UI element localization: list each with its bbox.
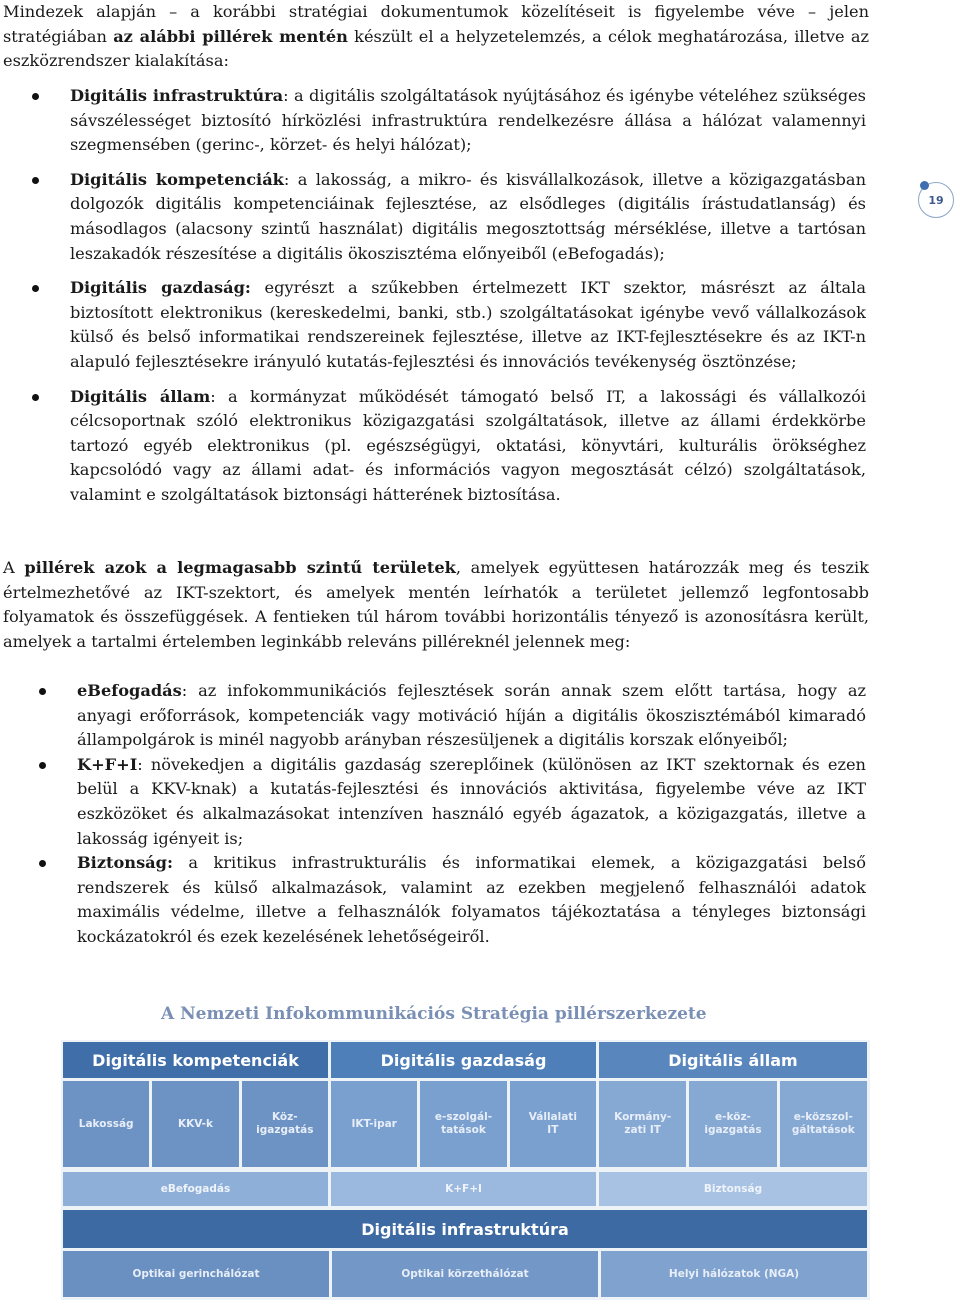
horizontal-factor-bar-security: Biztonság xyxy=(599,1172,867,1206)
diagram-caption: A Nemzeti Infokommunikációs Stratégia pillérszerkezete xyxy=(161,1004,707,1024)
bullet-lead-term: Digitális gazdaság: xyxy=(70,278,251,298)
infrastructure-sub-row xyxy=(63,1251,867,1297)
pillar-sub-row xyxy=(599,1081,867,1167)
bullet-lead-term: K+F+I xyxy=(77,754,138,774)
bullet-dot-icon xyxy=(39,860,46,867)
text-run: , amelyek együttesen határozzák meg és teszik értelmezhetővé az IKT-szektort, és amelyek mentén leírhatók a területet jellemző legfontosabb folyamatok és összefüggések. A fentieken túl három további horizontális tényező is azonosításra került, amelyek a tartalmi értelemben leginkább releváns pilléreknél jelennek meg: xyxy=(3,558,869,651)
bullet-description: : az infokommunikációs fejlesztések során annak szem előtt tartása, hogy az anyagi erőforrások, kompetenciák vagy motiváció híján a digitális ökoszisztémából kimaradó állampolgárok is minél nagyobb arányban részesüljenek a digitális korszak előnyeiből; xyxy=(77,681,866,750)
bullet-item xyxy=(0,679,866,753)
pillar-sub-row xyxy=(331,1081,596,1167)
bullet-dot-icon xyxy=(39,762,46,769)
pillar-title: Digitális gazdaság xyxy=(331,1042,596,1078)
pillar-sub-tile: Kormány- zati IT xyxy=(599,1081,686,1167)
pillar-bullet-list xyxy=(0,84,866,518)
pillar-sub-row xyxy=(63,1081,328,1167)
pillar-sub-tile: IKT-ipar xyxy=(331,1081,417,1167)
second-paragraph xyxy=(3,556,869,654)
pillar-sub-tile: Vállalati IT xyxy=(510,1081,596,1167)
infrastructure-tile: Optikai körzethálózat xyxy=(332,1251,598,1297)
pillar-sub-tile: KKV-k xyxy=(152,1081,238,1167)
bullet-item xyxy=(0,753,866,851)
bullet-item xyxy=(0,276,866,374)
pillar-sub-tile: Lakosság xyxy=(63,1081,149,1167)
text-run: készült el a helyzetelemzés, a célok meghatározása, illetve az eszközrendszer kialakítása: xyxy=(3,26,870,71)
page-number: 19 xyxy=(928,193,944,207)
bullet-item xyxy=(0,168,866,266)
bold-phrase: az alábbi pillérek mentén xyxy=(113,26,348,46)
bullet-item xyxy=(0,385,866,508)
bullet-description: : a digitális szolgáltatások nyújtásához és igénybe vételéhez szükséges sávszélességet biztosító hírközlési infrastruktúra rendelkezésre állása a hálózat valamennyi szegmensében (gerinc-, körzet- és helyi hálózat); xyxy=(70,86,866,155)
bullet-lead-term: Digitális állam xyxy=(70,386,211,406)
pillar-sub-tile: e-közszol- gáltatások xyxy=(780,1081,867,1167)
pillar-column-competences xyxy=(63,1042,328,1170)
bullet-description: : a lakosság, a mikro- és kisvállalkozások, illetve a közigazgatásban dolgozók digitális kompetenciáinak fejlesztése, az elsődleges (digitális írástudatlanság) és másodlagos (alacsony szintű használat) digitális megosztottság mérséklése, illetve a tartósan leszakadók részesítése a digitális ökoszisztéma előnyeiből (eBefogadás); xyxy=(70,169,866,263)
bullet-dot-icon xyxy=(32,177,39,184)
bullet-lead-term: Biztonság: xyxy=(77,853,173,873)
bullet-lead-term: Digitális infrastruktúra xyxy=(70,86,284,105)
bullet-lead-term: Digitális kompetenciák xyxy=(70,169,284,189)
pillar-title: Digitális állam xyxy=(599,1042,867,1078)
bullet-description: egyrészt a szűkebben értelmezett IKT szektor, másrészt az általa biztosított elektronikus (kereskedelmi, banki, stb.) szolgáltatásokat igénybe vevő vállalkozások külső és belső informatikai rendszereinek fejlesztése, illetve az IKT-fejlesztésekre és az IKT-n alapuló fejlesztésekre irányuló kutatás-fejlesztési és innovációs tevékenység ösztönzése; xyxy=(70,278,866,371)
text-run: A xyxy=(3,558,25,577)
bullet-dot-icon xyxy=(32,93,39,100)
text-run: Mindezek alapján – a korábbi stratégiai dokumentumok közelítéseit is figyelembe véve – jelen stratégiában xyxy=(3,2,869,46)
bullet-dot-icon xyxy=(32,285,39,292)
bullet-dot-icon xyxy=(39,688,46,695)
bullet-description: a kritikus infrastrukturális és informatikai elemek, a közigazgatási belső rendszerek és külső alkalmazások, valamint az ezekben megjelenő felhasználói adatok maximális védelme, illetve a felhasználók folyamatos tájékoztatása a tényleges biztonsági kockázatokról és ezek kezelésének lehetőségeiről. xyxy=(77,853,866,946)
intro-paragraph xyxy=(3,0,869,74)
infrastructure-tile: Optikai gerinchálózat xyxy=(63,1251,329,1297)
pillar-structure-diagram xyxy=(61,1040,870,1300)
pillar-sub-tile: e-köz- igazgatás xyxy=(689,1081,776,1167)
horizontal-factor-bar-kfi: K+F+I xyxy=(331,1172,596,1206)
bullet-lead-term: eBefogadás xyxy=(77,681,182,700)
pillar-sub-tile: e-szolgál- tatások xyxy=(420,1081,506,1167)
pillar-sub-tile: Köz- igazgatás xyxy=(242,1081,328,1167)
page-number-dot-decoration xyxy=(920,181,929,190)
infrastructure-title: Digitális infrastruktúra xyxy=(63,1210,867,1248)
bullet-description: : növekedjen a digitális gazdaság szereplőinek (különösen az IKT szektornak és ezen belül a KKV-knak) a kutatás-fejlesztési és innovációs aktivitása, figyelembe véve az IKT eszközöket és alkalmazásokat intenzíven használó egyéb ágazatok, a közigazgatás, illetve a lakosság igényeit is; xyxy=(77,754,866,848)
pillar-column-economy xyxy=(331,1042,596,1170)
bullet-item xyxy=(0,851,866,949)
horizontal-factor-bullet-list xyxy=(0,679,866,950)
horizontal-factor-bar-ebefogadas: eBefogadás xyxy=(63,1172,328,1206)
pillar-title: Digitális kompetenciák xyxy=(63,1042,328,1078)
infrastructure-tile: Helyi hálózatok (NGA) xyxy=(601,1251,867,1297)
pillar-column-state xyxy=(599,1042,867,1170)
bold-phrase: pillérek azok a legmagasabb szintű területek xyxy=(24,558,456,577)
bullet-dot-icon xyxy=(32,394,39,401)
bullet-description: : a kormányzat működését támogató belső IT, a lakossági és vállalkozói célcsoportnak szóló elektronikus közigazgatási szolgáltatások, illetve az állami érdekkörbe tartozó egyéb elektronikus (pl. egészségügyi, oktatási, könyvtári, kulturális örökséghez kapcsolódó vagy az állami adat- és információs vagyon megosztását célzó) szolgáltatások, valamint e szolgáltatások biztonsági hátterének biztosítása. xyxy=(70,386,867,504)
bullet-item xyxy=(0,84,866,158)
